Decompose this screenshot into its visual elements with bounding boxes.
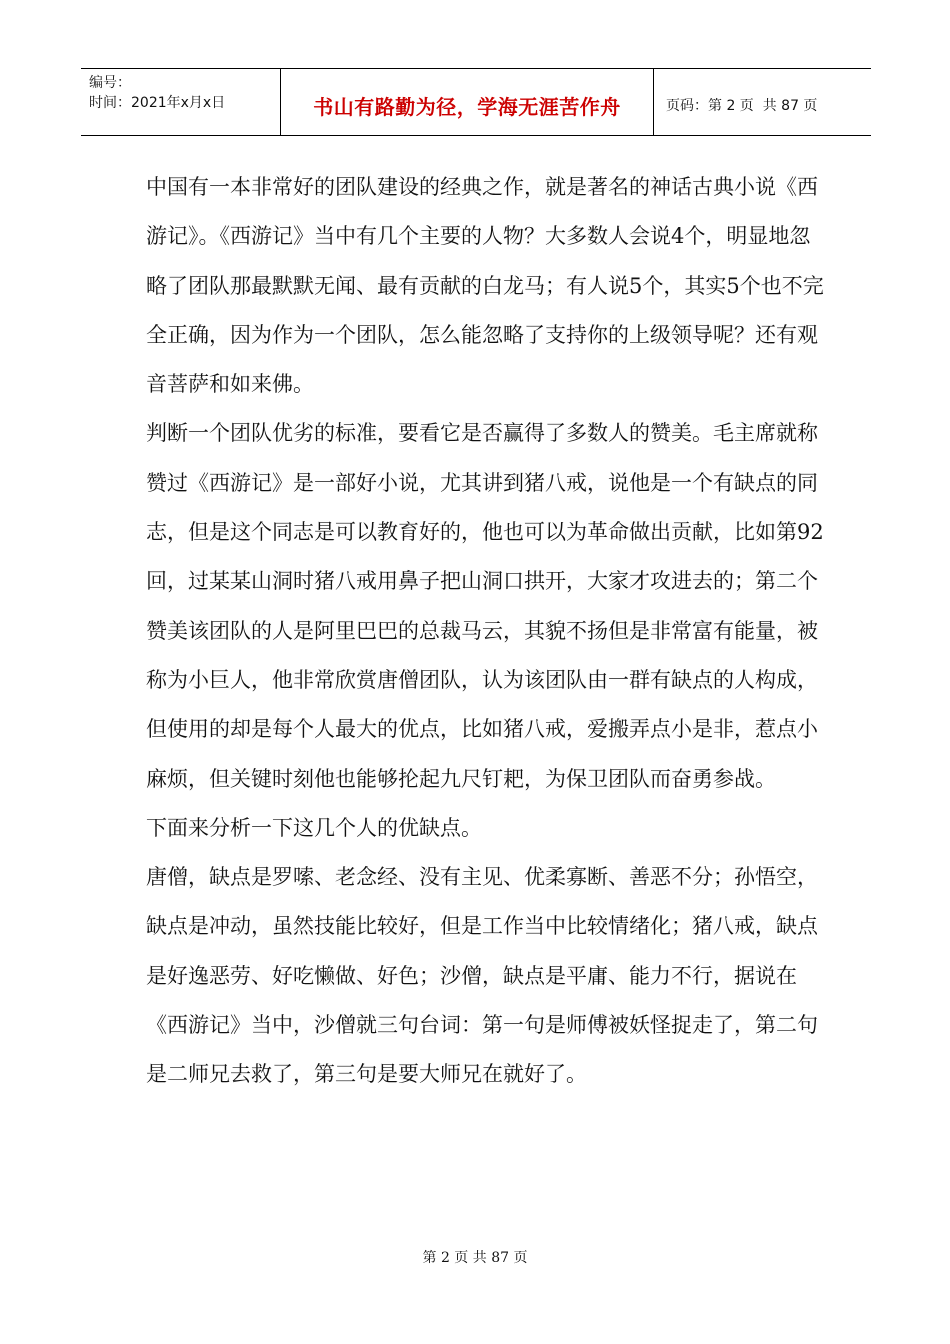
paragraph-2: 判断一个团队优劣的标准，要看它是否赢得了多数人的赞美。毛主席就称赞过《西游记》是一部好小说，尤其讲到猪八戒，说他是一个有缺点的同志，但是这个同志是可以教育好的，他也可以为革命做出贡献，比如第92回，过某某山洞时猪八戒用鼻子把山洞口拱开，大家才攻进去的；第二个赞美该团队的人是阿里巴巴的总裁马云，其貌不扬但是非常富有能量，被称为小巨人，他非常欣赏唐僧团队，认为该团队由一群有缺点的人构成，但使用的却是每个人最大的优点，比如猪八戒，爱搬弄点小是非，惹点小麻烦，但关键时刻他也能够抡起九尺钉耙，为保卫团队而奋勇参战。 (146, 421, 824, 791)
page-header (81, 68, 871, 136)
header-motto-cell (281, 69, 654, 135)
paragraph-3: 下面来分析一下这几个人的优缺点。 (146, 815, 482, 840)
document-body (146, 163, 826, 1100)
date-label: 时间：2021年x月x日 (89, 95, 226, 111)
paragraph-4: 唐僧，缺点是罗嗦、老念经、没有主见、优柔寡断、善恶不分；孙悟空，缺点是冲动，虽然技能比较好，但是工作当中比较情绪化；猪八戒，缺点是好逸恶劳、好吃懒做、好色；沙僧，缺点是平庸、能力不行，据说在《西游记》当中，沙僧就三句台词：第一句是师傅被妖怪捉走了，第二句是二师兄去救了，第三句是要大师兄在就好了。 (146, 865, 818, 1087)
header-page-info: 页码：第 2 页 共 87 页 (666, 98, 818, 114)
header-meta (81, 69, 281, 135)
number-label: 编号： (89, 75, 131, 91)
motto-text: 书山有路勤为径，学海无涯苦作舟 (313, 94, 621, 119)
page-footer: 第 2 页 共 87 页 (422, 1250, 528, 1266)
paragraph-1: 中国有一本非常好的团队建设的经典之作，就是著名的神话古典小说《西游记》。《西游记》当中有几个主要的人物？大多数人会说4个，明显地忽略了团队那最默默无闻、最有贡献的白龙马；有人说5个，其实5个也不完全正确，因为作为一个团队，怎么能忽略了支持你的上级领导呢？还有观音菩萨和如来佛。 (146, 175, 824, 397)
